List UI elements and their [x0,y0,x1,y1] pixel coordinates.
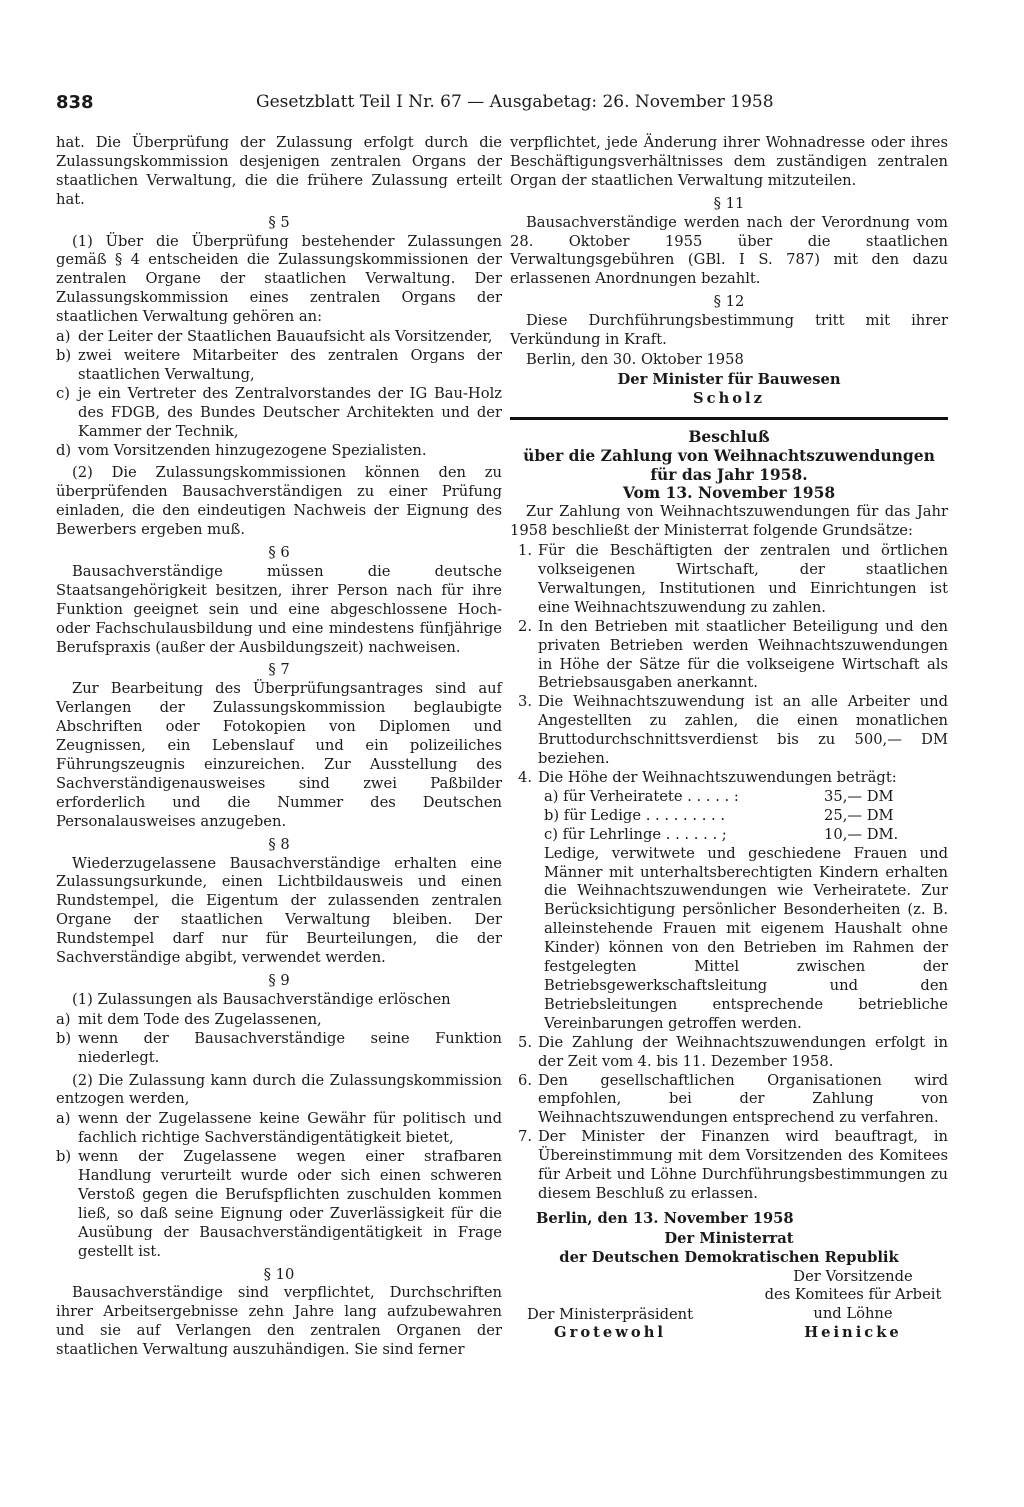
list-item [56,1110,502,1148]
point-number: 2. [517,617,532,635]
resolution-subtitle: für das Jahr 1958. [650,464,808,484]
list-item [56,347,502,385]
signatory-title: des Komitees für Arbeit [764,1286,942,1304]
section-paragraph: Bausachverständige sind verpflichtet, Durchschriften ihrer Arbeitsergebnisse zehn Jahre lang aufzubewahren und sie auf Verlangen den zentralen Organen der staatlichen Verwaltung auszuhändigen. Sie sind ferner [56,1284,502,1359]
point-text: In den Betrieben mit staatlicher Beteiligung und den privaten Betrieben werden Weihnachtszuwendungen in Höhe der Sätze für die volkseigene Wirtschaft als Betriebsausgaben anerkannt. [538,617,948,692]
list-item [56,1011,502,1030]
numbered-point [510,769,948,788]
signatory-title: Der Ministerpräsident [526,1305,694,1323]
point-number: 6. [517,1071,532,1089]
signatory-name: Grotewohl [554,1324,666,1342]
list-item [56,328,502,347]
list-label: a) [56,1110,71,1128]
signatory-title: Der Vorsitzende [793,1267,913,1285]
section-heading: § 11 [713,194,745,212]
list-label: a) [56,328,71,346]
point-number: 7. [517,1128,532,1146]
page-header [56,92,774,120]
list-label: b) [56,1029,72,1047]
signature-left [510,1306,710,1344]
header-title: Gesetzblatt Teil I Nr. 67 — Ausgabetag: 26. November 1958 [256,92,774,112]
point-number: 3. [517,693,532,711]
continuation-paragraph: verpflichtet, jede Änderung ihrer Wohnadresse oder ihres Beschäftigungsverhältnisses dem zuständigen zentralen Organ der staatlichen Verwaltung mitzuteilen. [510,134,948,189]
page-number: 838 [56,92,94,113]
point-number: 4. [517,769,532,786]
list-text: mit dem Tode des Zugelassenen, [78,1010,322,1028]
section-paragraph: (1) Über die Überprüfung bestehender Zulassungen gemäß § 4 entscheiden die Zulassungskommissionen der zentralen Organe der staatlichen Verwaltung. Der Zulassungskommission eines zentralen Organs der staatlichen Verwaltung gehören an: [56,232,502,326]
council-title: der Deutschen Demokratischen Republik [559,1248,899,1266]
resolution-intro: Zur Zahlung von Weihnachtszuwendungen für das Jahr 1958 beschließt der Ministerrat folgende Grundsätze: [510,503,948,540]
council-title: Der Ministerrat [664,1229,794,1247]
list-text: der Leiter der Staatlichen Bauaufsicht als Vorsitzender, [78,328,493,346]
numbered-point [510,1034,948,1072]
list-label: a) [56,1010,71,1028]
list-text: zwei weitere Mitarbeiter des zentralen Organs der staatlichen Verwaltung, [78,346,502,383]
list-label: d) [56,441,72,459]
point-continuation: Ledige, verwitwete und geschiedene Frauen und Männer mit unterhaltsberechtigten Kindern erhalten die Weihnachtszuwendungen wie Verheiratete. Zur Berücksichtigung persönlicher Besonderheiten (z. B. alleinstehende Frauen mit eigenem Haushalt ohne Kinder) können von den Betrieben im Rahmen der festgelegten Mittel zwischen der Betriebsgewerkschaftsleitung und den Betriebsleitungen entsprechende betriebliche Vereinbarungen getroffen werden. [544,844,948,1032]
resolution-subtitle: über die Zahlung von Weihnachtszuwendungen [523,445,935,465]
point-text: Den gesellschaftlichen Organisationen wird empfohlen, bei der Zahlung von Weihnachtszuwendungen entsprechend zu verfahren. [538,1071,948,1127]
list-item [56,1148,502,1261]
list-item [56,442,502,461]
numbered-point [510,1072,948,1129]
left-column [56,134,502,1361]
signature-right [758,1268,948,1344]
point-text: Die Weihnachtszuwendung ist an alle Arbeiter und Angestellten zu zahlen, die einen monatlichen Bruttodurchschnittsverdienst bis zu 500,— DM beziehen. [538,693,948,768]
section-paragraph: Zur Bearbeitung des Überprüfungsantrages sind auf Verlangen der Zulassungskommission beglaubigte Abschriften oder Fotokopien von Diplomen und Zeugnissen, ein Lebenslauf und ein polizeiliches Führungszeugnis einzureichen. Zur Ausstellung des Sachverständigenausweises sind zwei Paßbilder erforderlich und die Nummer des Deutschen Personalausweises anzugeben. [56,680,502,830]
point-text: Für die Beschäftigten der zentralen und örtlichen volkseigenen Wirtschaft, der staatlichen Verwaltungen, Institutionen und Einrichtungen ist eine Weihnachtszuwendung zu zahlen. [538,542,948,616]
section-heading: § 8 [268,835,290,853]
signature-block [510,1268,948,1344]
list-label: b) [56,346,72,364]
signatory-title: und Löhne [813,1305,893,1323]
signatory-name: Heinicke [804,1324,902,1342]
place-date: Berlin, den 13. November 1958 [536,1209,794,1227]
numbered-point [510,542,948,618]
list-text: je ein Vertreter des Zentralvorstandes der IG Bau-Holz des FDGB, des Bundes Deutscher Architekten und der Kammer der Technik, [78,384,502,440]
rate-row [510,788,948,807]
numbered-point [510,693,948,769]
continuation-paragraph: hat. Die Überprüfung der Zulassung erfolgt durch die Zulassungskommission desjenigen zentralen Organs der staatlichen Verwaltung, die die frühere Zulassung erteilt hat. [56,134,502,208]
section-paragraph: Diese Durchführungsbestimmung tritt mit ihrer Verkündung in Kraft. [510,312,948,349]
rate-value: 25,— DM [824,806,894,824]
section-paragraph: (2) Die Zulassungskommissionen können den zu überprüfenden Bausachverständigen zu einer Prüfung einladen, die den eindeutigen Nachweis der Eignung des Bewerbers ergeben muß. [56,464,502,539]
list-text: wenn der Bausachverständige seine Funktion niederlegt. [78,1029,502,1066]
section-heading: § 10 [263,1265,295,1283]
point-text: Die Zahlung der Weihnachtszuwendungen erfolgt in der Zeit vom 4. bis 11. Dezember 1958. [538,1033,948,1070]
rate-label: b) für Ledige . . . . . . . . . [544,806,726,824]
point-number: 5. [517,1033,532,1051]
place-date: Berlin, den 30. Oktober 1958 [526,350,744,368]
numbered-point [510,618,948,694]
rate-label: a) für Verheiratete . . . . . : [544,787,739,805]
section-heading: § 9 [268,971,290,989]
point-text: Der Minister der Finanzen wird beauftragt, in Übereinstimmung mit dem Vorsitzenden des Komitees für Arbeit und Löhne Durchführungsbestimmungen zu diesem Beschluß zu erlassen. [538,1128,948,1202]
list-item [56,1030,502,1068]
list-label: b) [56,1148,72,1166]
section-heading: § 7 [268,661,290,679]
list-text: wenn der Zugelassene wegen einer strafbaren Handlung verurteilt wurde oder sich einen schweren Verstoß gegen die Berufspflichten zuschulden kommen ließ, so daß seine Eignung oder Zuverlässigkeit für die Ausübung der Bausachverständigentätigkeit in Frage gestellt ist. [78,1148,502,1260]
list-text: vom Vorsitzenden hinzugezogene Spezialisten. [78,441,427,459]
minister-title: Der Minister für Bauwesen [617,370,841,388]
section-paragraph: (2) Die Zulassung kann durch die Zulassungskommission entzogen werden, [56,1071,502,1108]
list-label: c) [56,384,70,402]
rate-value: 10,— DM. [824,825,899,843]
minister-signature: Scholz [693,389,765,407]
point-text: Die Höhe der Weihnachtszuwendungen beträgt: [538,769,897,786]
rate-row [510,807,948,826]
section-heading: § 12 [713,293,745,311]
right-column [510,134,948,1343]
section-heading: § 6 [268,544,290,562]
resolution-title: Beschluß [688,426,770,446]
list-text: wenn der Zugelassene keine Gewähr für politisch und fachlich richtige Sachverständigentätigkeit bietet, [78,1110,502,1147]
section-paragraph: Wiederzugelassene Bausachverständige erhalten eine Zulassungsurkunde, einen Lichtbildausweis und einen Rundstempel, die Eigentum der zulassenden zentralen Organe der staatlichen Verwaltung bleiben. Der Rundstempel darf nur für Beurteilungen, die der Sachverständige abgibt, verwendet werden. [56,854,502,967]
section-paragraph: (1) Zulassungen als Bausachverständige erlöschen [72,990,451,1008]
list-item [56,385,502,442]
resolution-date: Vom 13. November 1958 [622,483,836,503]
numbered-point [510,1128,948,1204]
rate-label: c) für Lehrlinge . . . . . . ; [544,825,727,843]
section-divider [510,417,948,420]
rate-value: 35,— DM [824,787,894,805]
section-heading: § 5 [268,213,290,231]
point-number: 1. [517,542,532,560]
rate-row [510,826,948,845]
section-paragraph: Bausachverständige werden nach der Verordnung vom 28. Oktober 1955 über die staatlichen Verwaltungsgebühren (GBl. I S. 787) mit den dazu erlassenen Anordnungen bezahlt. [510,213,948,288]
section-paragraph: Bausachverständige müssen die deutsche Staatsangehörigkeit besitzen, ihrer Person nach für ihre Funktion geeignet sein und eine abgeschlossene Hoch- oder Fachschulausbildung und eine mindestens fünfjährige Berufspraxis (außer der Ausbildungszeit) nachweisen. [56,562,502,656]
